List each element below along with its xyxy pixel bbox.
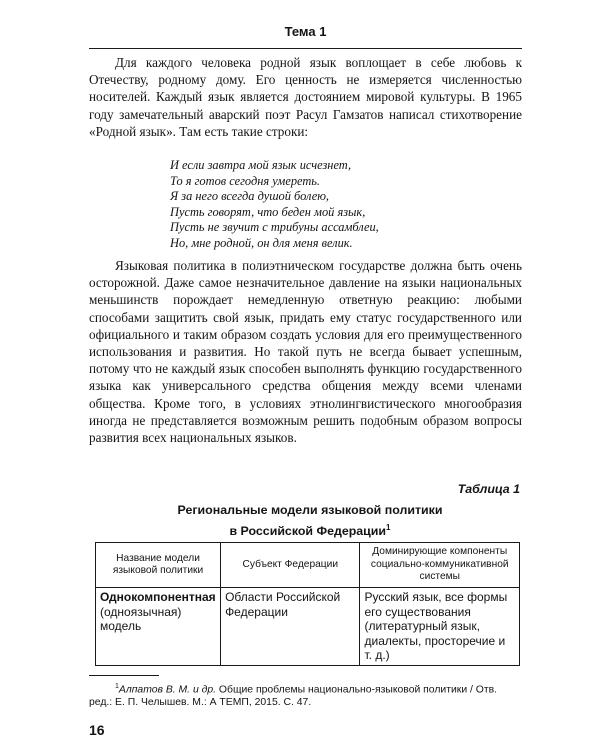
page-number: 16 [89, 722, 105, 738]
footnote-text: Общие проблемы национально-языковой политики / Отв. ред.: Е. П. Челышев. М.: А ТЕМП, 2015. С. 47. [89, 684, 498, 709]
model-name-rest: (одноязычная) модель [100, 604, 182, 633]
header-model-name: Название модели языковой политики [96, 543, 221, 588]
cell-components: Русский язык, все формы его существования (литературный язык, диалекты, просторечие и т. д.) [360, 588, 520, 666]
poem-quote [170, 158, 470, 252]
header-federation-subject: Субъект Федерации [221, 543, 360, 588]
poem-line: То я готов сегодня умереть. [170, 173, 321, 188]
poem-line: И если завтра мой язык исчезнет, [170, 158, 352, 172]
model-name-bold: Однокомпонентная [100, 590, 216, 604]
paragraph-native-language: Для каждого человека родной язык воплощает в себе любовь к Отечеству, родному дому. Его ценность не измеряется численностью носителей. Каждый язык является достоянием мировой культуры. В 1965 году замечательный аварский поэт Расул Гамзатов написал стихотворение «Родной язык». Там есть такие строки: [89, 55, 522, 139]
table-title [120, 501, 500, 540]
header-dominant-components: Доминирующие компоненты социально-коммуникативной системы [360, 543, 520, 588]
table-title-line-1: Региональные модели языковой политики [177, 503, 443, 517]
poem-line: Но, мне родной, он для меня велик. [170, 235, 353, 250]
running-title: Тема 1 [284, 24, 327, 39]
table-number: Таблица 1 [457, 482, 520, 496]
table-header-row [96, 543, 520, 588]
language-policy-table [95, 542, 520, 666]
table-title-line-2 [120, 519, 500, 540]
poem-line: Пусть говорят, что беден мой язык, [170, 204, 366, 219]
table-row [96, 588, 520, 666]
poem-line: Я за него всегда душой болею, [170, 189, 330, 204]
running-header [89, 22, 522, 49]
cell-model [96, 588, 221, 666]
footnote [89, 680, 522, 709]
footnote-authors: Алпатов В. М. и др. [118, 684, 217, 696]
paragraph-language-policy: Языковая политика в полиэтническом государстве должна быть очень осторожной. Даже самое незначительное давление на языки национальных меньшинств порождает немедленную ответную реакцию: любыми способами защитить свой язык, придать ему статус государственного или официального и таким образом создать условия для его преимущественного использования и развития. Но такой путь не всегда бывает успешным, потому что не каждый язык способен выполнять функцию государственного языка как универсального средства общения между всеми членами общества. Кроме того, в условиях этнолингвистического многообразия иногда не представляется возможным решить подобным образом вопросы развития всех национальных языков. [89, 258, 522, 446]
cell-subject: Области Российской Федерации [221, 588, 360, 666]
footnote-mark: 1 [115, 683, 119, 690]
footnote-divider [89, 675, 159, 676]
footnote-ref: 1 [386, 523, 391, 532]
table-title-line-2-text: в Российской Федерации [229, 524, 387, 539]
poem-line: Пусть не звучит с трибуны ассамблеи, [170, 220, 379, 235]
